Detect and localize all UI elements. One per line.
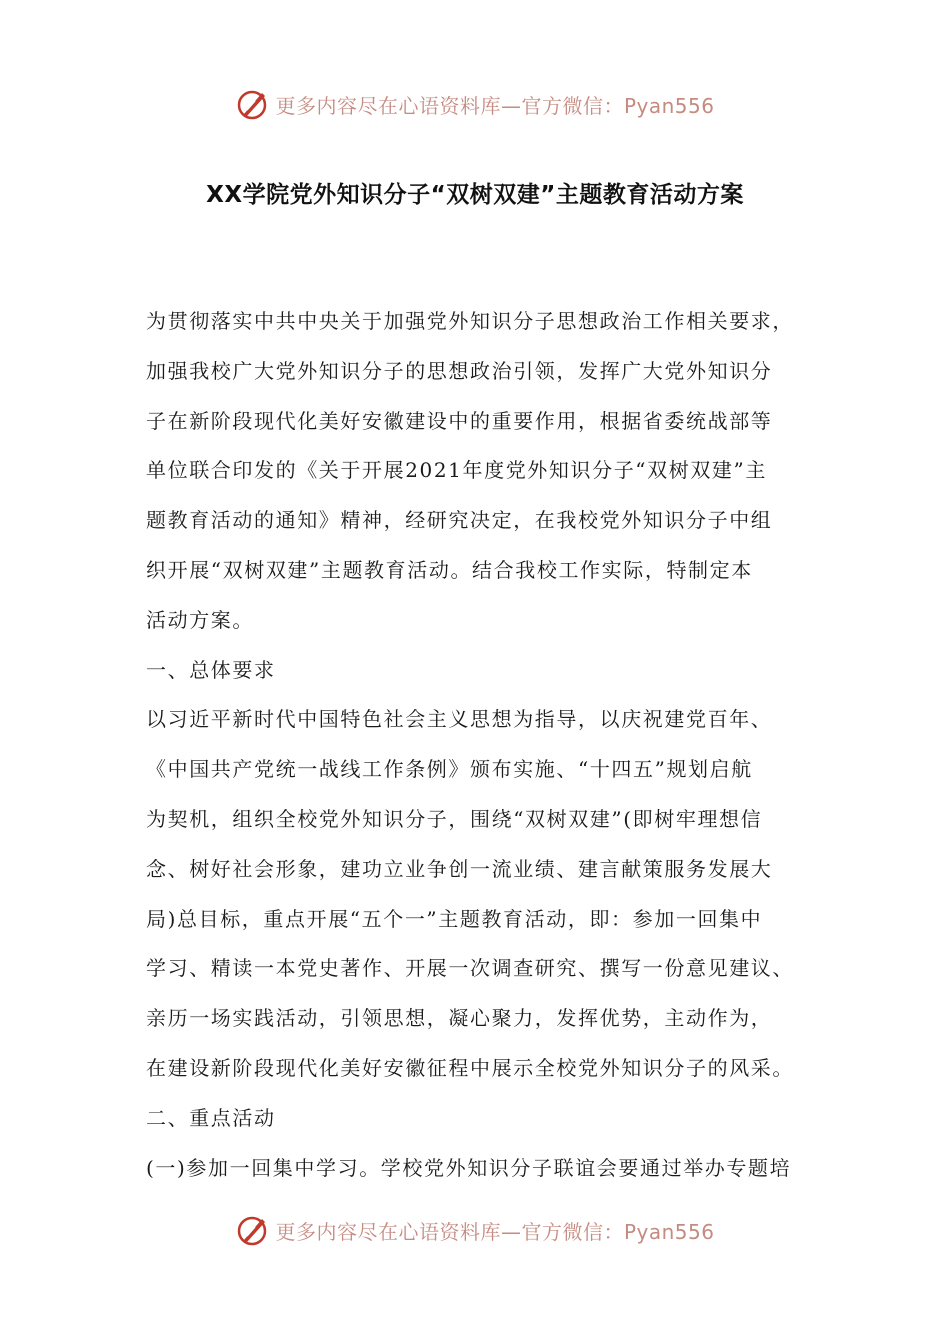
- watermark-text: 更多内容尽在心语资料库—官方微信：Pyan556: [275, 93, 715, 118]
- paragraph-line: 活动方案。: [146, 607, 254, 632]
- paragraph-line: 为契机，组织全校党外知识分子，围绕“双树双建”(即树牢理想信: [146, 806, 763, 831]
- paragraph-line: 为贯彻落实中共中央关于加强党外知识分子思想政治工作相关要求，: [146, 309, 794, 333]
- quill-pen-logo-icon: [235, 86, 271, 122]
- section-heading: 二、重点活动: [146, 1105, 276, 1130]
- paragraph-line: (一)参加一回集中学习。学校党外知识分子联谊会要通过举办专题培: [146, 1155, 792, 1180]
- paragraph-line: 念、树好社会形象，建功立业争创一流业绩、建言献策服务发展大: [146, 856, 773, 881]
- paragraph-line: 织开展“双树双建”主题教育活动。结合我校工作实际，特制定本: [146, 557, 753, 582]
- paragraph-line: 《中国共产党统一战线工作条例》颁布实施、“十四五”规划启航: [146, 757, 753, 782]
- quill-pen-logo-icon: [235, 1212, 271, 1248]
- paragraph-line: 亲历一场实践活动，引领思想，凝心聚力，发挥优势，主动作为，: [146, 1006, 773, 1031]
- paragraph-line: 加强我校广大党外知识分子的思想政治引领，发挥广大党外知识分: [146, 358, 773, 383]
- paragraph-line: 局)总目标，重点开展“五个一”主题教育活动，即：参加一回集中: [146, 906, 763, 931]
- paragraph-line: 以习近平新时代中国特色社会主义思想为指导，以庆祝建党百年、: [146, 707, 773, 732]
- paragraph-line: 在建设新阶段现代化美好安徽征程中展示全校党外知识分子的风采。: [146, 1055, 794, 1080]
- document-body: [146, 297, 806, 1193]
- footer-watermark-banner: [0, 1210, 950, 1250]
- watermark-text: 更多内容尽在心语资料库—官方微信：Pyan556: [275, 1219, 715, 1244]
- document-title: XX学院党外知识分子“双树双建”主题教育活动方案: [206, 182, 744, 208]
- paragraph-line: 子在新阶段现代化美好安徽建设中的重要作用，根据省委统战部等: [146, 408, 773, 433]
- paragraph-line: 学习、精读一本党史著作、开展一次调查研究、撰写一份意见建议、: [146, 956, 794, 981]
- paragraph-line: 单位联合印发的《关于开展2021年度党外知识分子“双树双建”主: [146, 458, 767, 483]
- section-heading: 一、总体要求: [146, 657, 276, 682]
- paragraph-line: 题教育活动的通知》精神，经研究决定，在我校党外知识分子中组: [146, 508, 773, 533]
- header-watermark-banner: [0, 84, 950, 124]
